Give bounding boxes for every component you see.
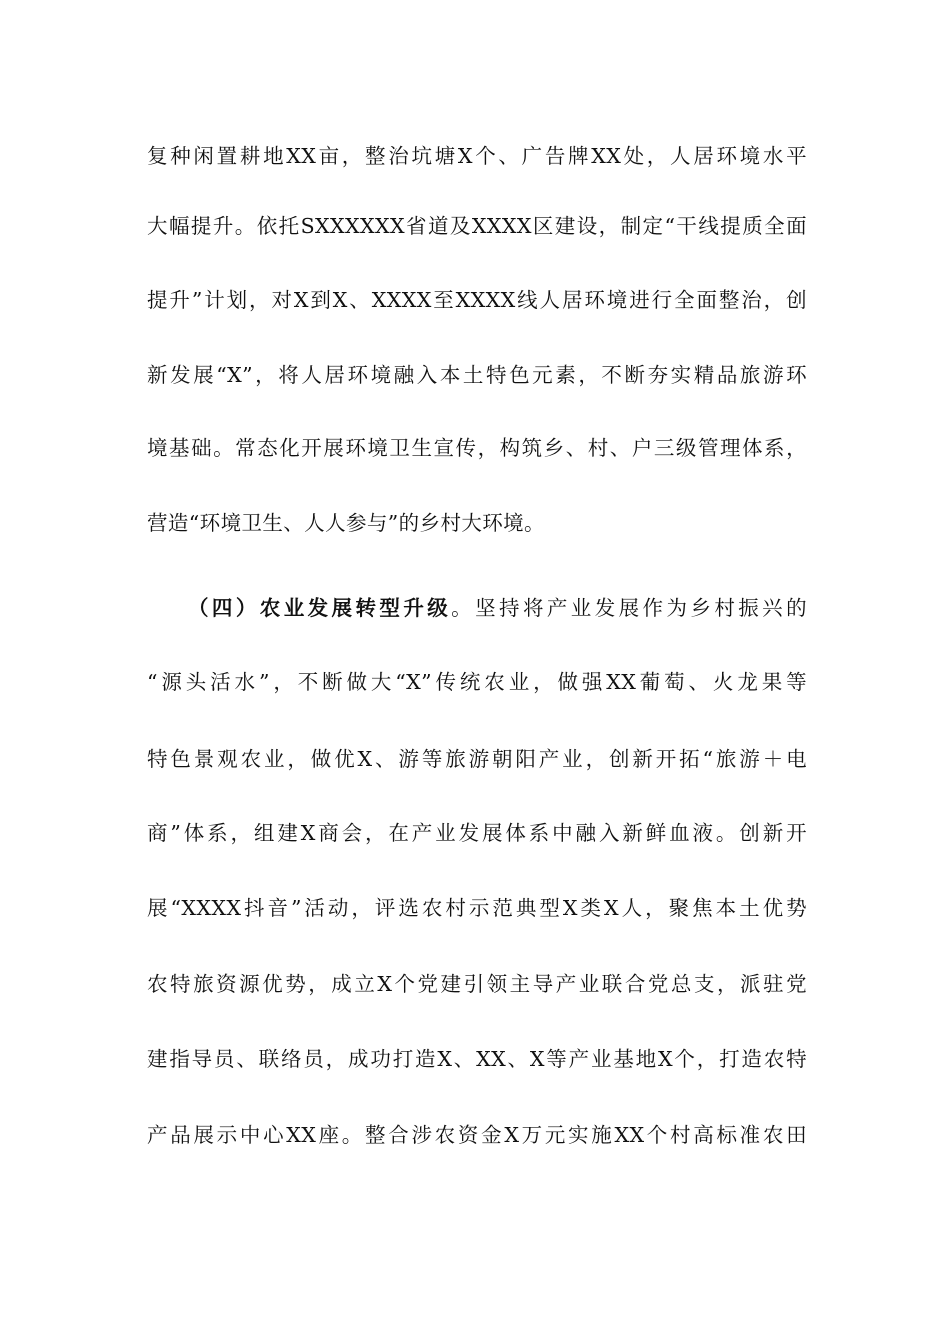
paragraph-2-line-1-rest: 。坚持将产业发展作为乡村振兴的: [451, 596, 808, 620]
paragraph-1-line-3: 提升”计划，对X到X、XXXX至XXXX线人居环境进行全面整治，创: [147, 288, 807, 312]
paragraph-2-line-2: “源头活水”，不断做大“X”传统农业，做强XX葡萄、火龙果等: [147, 670, 807, 694]
paragraph-1-line-4: 新发展“X”，将人居环境融入本土特色元素，不断夯实精品旅游环: [147, 363, 807, 387]
paragraph-1-line-1: 复种闲置耕地XX亩，整治坑塘X个、广告牌XX处，人居环境水平: [147, 144, 807, 168]
paragraph-1-line-6: 营造“环境卫生、人人参与”的乡村大环境。: [147, 511, 545, 535]
paragraph-2-line-5: 展“XXXX抖音”活动，评选农村示范典型X类X人，聚焦本土优势: [147, 896, 807, 920]
paragraph-2-line-1: [188, 593, 807, 623]
paragraph-2-line-8: 产品展示中心XX座。整合涉农资金X万元实施XX个村高标准农田: [147, 1123, 807, 1147]
paragraph-2-line-6: 农特旅资源优势，成立X个党建引领主导产业联合党总支，派驻党: [147, 972, 807, 996]
paragraph-2-line-4: 商”体系，组建X商会，在产业发展体系中融入新鲜血液。创新开: [147, 821, 807, 845]
paragraph-2-line-3: 特色景观农业，做优X、游等旅游朝阳产业，创新开拓“旅游＋电: [147, 747, 807, 771]
section-heading: （四）农业发展转型升级: [188, 596, 452, 620]
paragraph-2-line-7: 建指导员、联络员，成功打造X、XX、X等产业基地X个，打造农特: [147, 1047, 807, 1071]
paragraph-1-line-2: 大幅提升。依托SXXXXXX省道及XXXX区建设，制定“干线提质全面: [147, 214, 807, 238]
paragraph-1-line-5: 境基础。常态化开展环境卫生宣传，构筑乡、村、户三级管理体系，: [147, 436, 807, 460]
